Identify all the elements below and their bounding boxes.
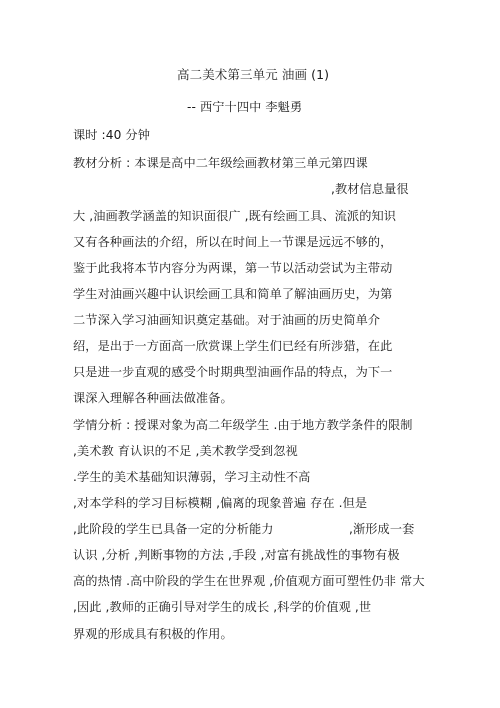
paragraph-line: ,因此 ,教师的正确引导对学生的成长 ,科学的价值观 ,世	[73, 600, 372, 614]
document-title: 高二美术第三单元 油画 (1)	[177, 67, 330, 82]
paragraph-line: ,教材信息量很	[331, 182, 409, 196]
paragraph-line: 鉴于此我将本节内容分为两课，第一节以活动尝试为主带动	[73, 261, 393, 275]
paragraph-line: 课深入理解各种画法做准备。	[73, 391, 233, 405]
paragraph-line: 又有各种画法的介绍，所以在时间上一节课是远远不够的，	[73, 235, 393, 249]
paragraph-line: 认识 ,分析 ,判断事物的方法 ,手段 ,对富有挑战性的事物有极	[73, 548, 400, 562]
paragraph-line: ,渐形成一套	[349, 522, 415, 536]
paragraph-line: ,此阶段的学生已具备一定的分析能力	[73, 522, 274, 536]
paragraph-line: 只是进一步直观的感受个时期典型油画作品的特点，为下一	[73, 365, 393, 379]
paragraph-line: 二节深入学习油画知识奠定基础。对于油画的历史简单介	[73, 313, 381, 327]
document-author: -- 西宁十四中 李魁勇	[187, 100, 303, 114]
paragraph-line: 学生对油画兴趣中认识绘画工具和简单了解油画历史，为第	[73, 287, 393, 301]
paragraph-line: 教材分析 : 本课是高中二年级绘画教材第三单元第四课	[73, 156, 368, 170]
paragraph-line: ,对本学科的学习目标模糊 ,偏离的现象普遍 存在 .但是	[73, 496, 368, 510]
paragraph-line: 学情分析 : 授课对象为高二年级学生 .由于地方教学条件的限制	[73, 418, 413, 432]
paragraph-line: 界观的形成具有积极的作用。	[73, 627, 233, 641]
paragraph-line: 大 ,油画教学涵盖的知识面很广 ,既有绘画工具、流派的知识	[73, 209, 397, 223]
paragraph-line: .学生的美术基础知识薄弱，学习主动性不高	[73, 470, 311, 484]
class-duration: 课时 :40 分钟	[73, 128, 151, 142]
paragraph-line: 高的热情 .高中阶段的学生在世界观 ,价值观方面可塑性仍非 常大	[73, 574, 425, 588]
paragraph-line: ,美术教 育认识的不足 ,美术教学受到忽视	[73, 444, 298, 458]
paragraph-line: 绍，是出于一方面高一欣赏课上学生们已经有所涉猎，在此	[73, 339, 393, 353]
